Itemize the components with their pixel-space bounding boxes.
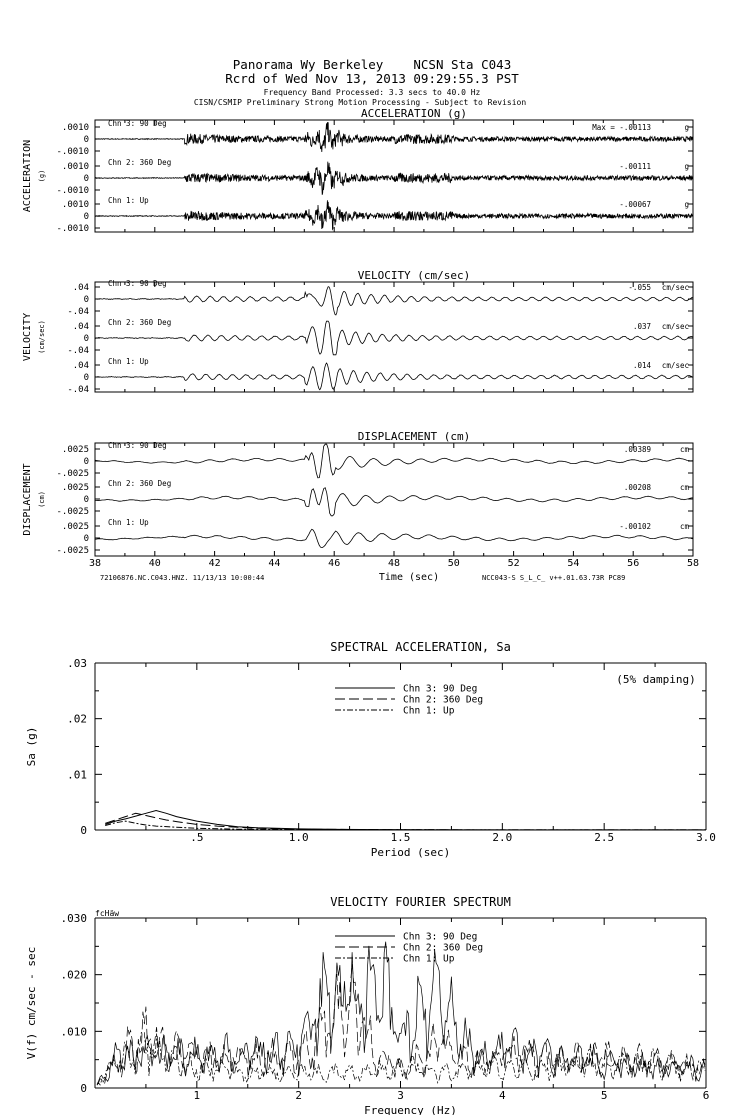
y-tick-label: -.0010 [56,147,89,157]
x-tick-label: 40 [148,558,161,569]
y-tick-label: .0025 [61,522,89,532]
y-tick-label: -.04 [67,346,89,356]
channel-label: Chn 3: 90 Deg [108,279,167,288]
panel-yunit: (cm/sec) [38,320,46,354]
y-tick-label: -.0025 [56,469,89,479]
channel-max-value: .037 [632,322,651,331]
x-tick-label: 46 [328,558,341,569]
y-tick-label: .04 [72,283,89,293]
panel-yunit: (cm) [38,491,46,508]
y-tick-label: .04 [72,361,89,371]
x-tick-label: 5 [600,1089,608,1102]
header-station: Panorama Wy Berkeley NCSN Sta C043 [232,57,512,72]
x-tick-label: 48 [387,558,401,569]
y-tick-label: .03 [67,657,87,670]
x-tick-label: 38 [88,558,102,569]
panel-frame [95,282,693,392]
x-tick-label: .5 [190,831,204,844]
y-tick-label: 0 [83,334,89,344]
y-tick-label: .030 [60,912,87,925]
channel-max-unit: cm [679,445,689,454]
channel-label: Chn 3: 90 Deg [108,119,167,128]
y-tick-label: .0010 [61,162,89,172]
channel-max-unit: cm/sec [661,322,689,331]
channel-trace [95,363,693,390]
legend-label: Chn 1: Up [403,953,455,965]
legend-label: Chn 2: 360 Deg [403,942,484,954]
channel-label: Chn 1: Up [108,357,149,366]
y-tick-label: -.04 [67,385,89,395]
x-tick-label: 42 [208,558,221,569]
x-tick-label: 50 [447,558,460,569]
channel-max-value: -.00102 [619,522,651,531]
channel-label: Chn 1: Up [108,518,149,527]
channel-max-value: -.00067 [619,200,651,209]
y-axis-label: Sa (g) [25,726,38,767]
channel-max-unit: cm [679,483,689,492]
y-tick-label: 0 [80,1082,87,1095]
channel-trace [95,488,693,516]
channel-trace [95,200,693,229]
channel-max-unit: g [684,123,689,132]
channel-label: Chn 3: 90 Deg [108,441,167,450]
x-tick-label: 2 [295,1089,302,1102]
x-tick-label: 1.0 [288,831,309,844]
x-tick-label: 52 [507,558,520,569]
y-tick-label: 0 [83,534,89,544]
channel-label: Chn 2: 360 Deg [108,318,172,327]
x-axis-label: Period (sec) [370,846,451,859]
x-tick-label: 3 [397,1089,404,1102]
legend-label: Chn 3: 90 Deg [403,931,478,943]
x-tick-label: 1 [193,1089,201,1102]
y-tick-label: 0 [83,135,89,145]
y-tick-label: -.04 [67,307,89,317]
panel-yunit: (g) [38,169,46,183]
x-tick-label: 44 [268,558,281,569]
y-tick-label: 0 [83,174,89,184]
channel-max-unit: cm/sec [661,283,689,292]
channel-trace [95,529,693,547]
x-tick-label: 56 [627,558,640,569]
header-band: Frequency Band Processed: 3.3 secs to 40.0 Hz [263,88,481,97]
channel-trace [95,444,693,478]
channel-trace [95,287,693,315]
y-tick-label: .02 [67,712,87,726]
panel-title: ACCELERATION (g) [361,107,467,120]
x-tick-label: 6 [702,1089,710,1102]
panel-ylabel: ACCELERATION [22,139,33,213]
y-tick-label: .0010 [61,200,89,210]
channel-label: Chn 1: Up [108,196,149,205]
x-tick-label: 2.5 [594,831,615,844]
channel-max-value: .014 [632,361,651,370]
channel-trace [95,321,693,355]
channel-label: Chn 2: 360 Deg [108,158,172,167]
y-tick-label: .020 [60,968,87,982]
channel-trace [95,162,693,195]
plot-title: VELOCITY FOURIER SPECTRUM [330,895,511,909]
panel-ylabel: DISPLACEMENT [22,463,33,536]
legend-label: Chn 1: Up [403,705,455,717]
x-tick-label: 2.0 [492,831,513,844]
y-tick-label: -.0010 [56,224,89,234]
plot-title: SPECTRAL ACCELERATION, Sa [330,640,511,654]
panel-title: VELOCITY (cm/sec) [357,269,471,282]
channel-max-value: .00208 [623,483,651,492]
channel-max-unit: cm/sec [661,361,689,370]
y-tick-label: .01 [67,768,87,782]
series-line [105,821,706,830]
y-tick-label: .0025 [61,445,89,455]
y-tick-label: 0 [83,457,89,467]
y-tick-label: 0 [83,212,89,222]
damping-note: (5% damping) [616,673,696,686]
legend-label: Chn 2: 360 Deg [403,694,484,706]
y-tick-label: -.0010 [56,186,89,196]
x-tick-label: 3.0 [696,831,716,844]
channel-label: Chn 2: 360 Deg [108,479,172,488]
panel-ylabel: VELOCITY [22,312,33,362]
y-tick-label: 0 [83,295,89,305]
x-axis-label: Frequency (Hz) [364,1104,457,1115]
y-tick-label: -.0025 [56,546,89,556]
y-tick-label: 0 [83,495,89,505]
x-tick-label: 58 [686,558,700,569]
y-tick-label: 0 [80,824,87,837]
y-tick-label: .04 [72,322,89,332]
channel-max-value: -.055 [628,283,651,292]
y-tick-label: -.0025 [56,507,89,517]
series-line [105,811,706,830]
header-disclaimer: CISN/CSMIP Preliminary Strong Motion Processing - Subject to Revision [193,98,527,107]
header-record: Rcrd of Wed Nov 13, 2013 09:29:55.3 PST [225,71,519,86]
y-tick-label: .0010 [61,123,89,133]
channel-max-unit: g [684,200,689,209]
channel-max-value: Max = -.00113 [592,123,651,132]
panel-title: DISPLACEMENT (cm) [357,430,471,443]
footer-left: 72106876.NC.C043.HNZ. 11/13/13 10:00:44 [100,574,265,582]
x-tick-label: 54 [567,558,580,569]
corner-label: fcHäw [95,909,120,918]
x-tick-label: 4 [499,1089,506,1102]
channel-max-value: .00389 [623,445,651,454]
series-line [105,813,706,830]
channel-max-unit: cm [679,522,689,531]
channel-max-value: -.00111 [619,162,651,171]
y-tick-label: .0025 [61,483,89,493]
series-line [97,942,705,1085]
x-tick-label: 1.5 [390,831,411,844]
footer-right: NCC043-S S_L_C_ v++.01.63.73R PC89 [482,574,626,582]
channel-max-unit: g [684,162,689,171]
y-tick-label: 0 [83,373,89,383]
legend-label: Chn 3: 90 Deg [403,683,478,695]
y-axis-label: V(f) cm/sec - sec [25,946,38,1060]
x-axis-label: Time (sec) [378,572,440,583]
y-tick-label: .010 [60,1025,87,1039]
